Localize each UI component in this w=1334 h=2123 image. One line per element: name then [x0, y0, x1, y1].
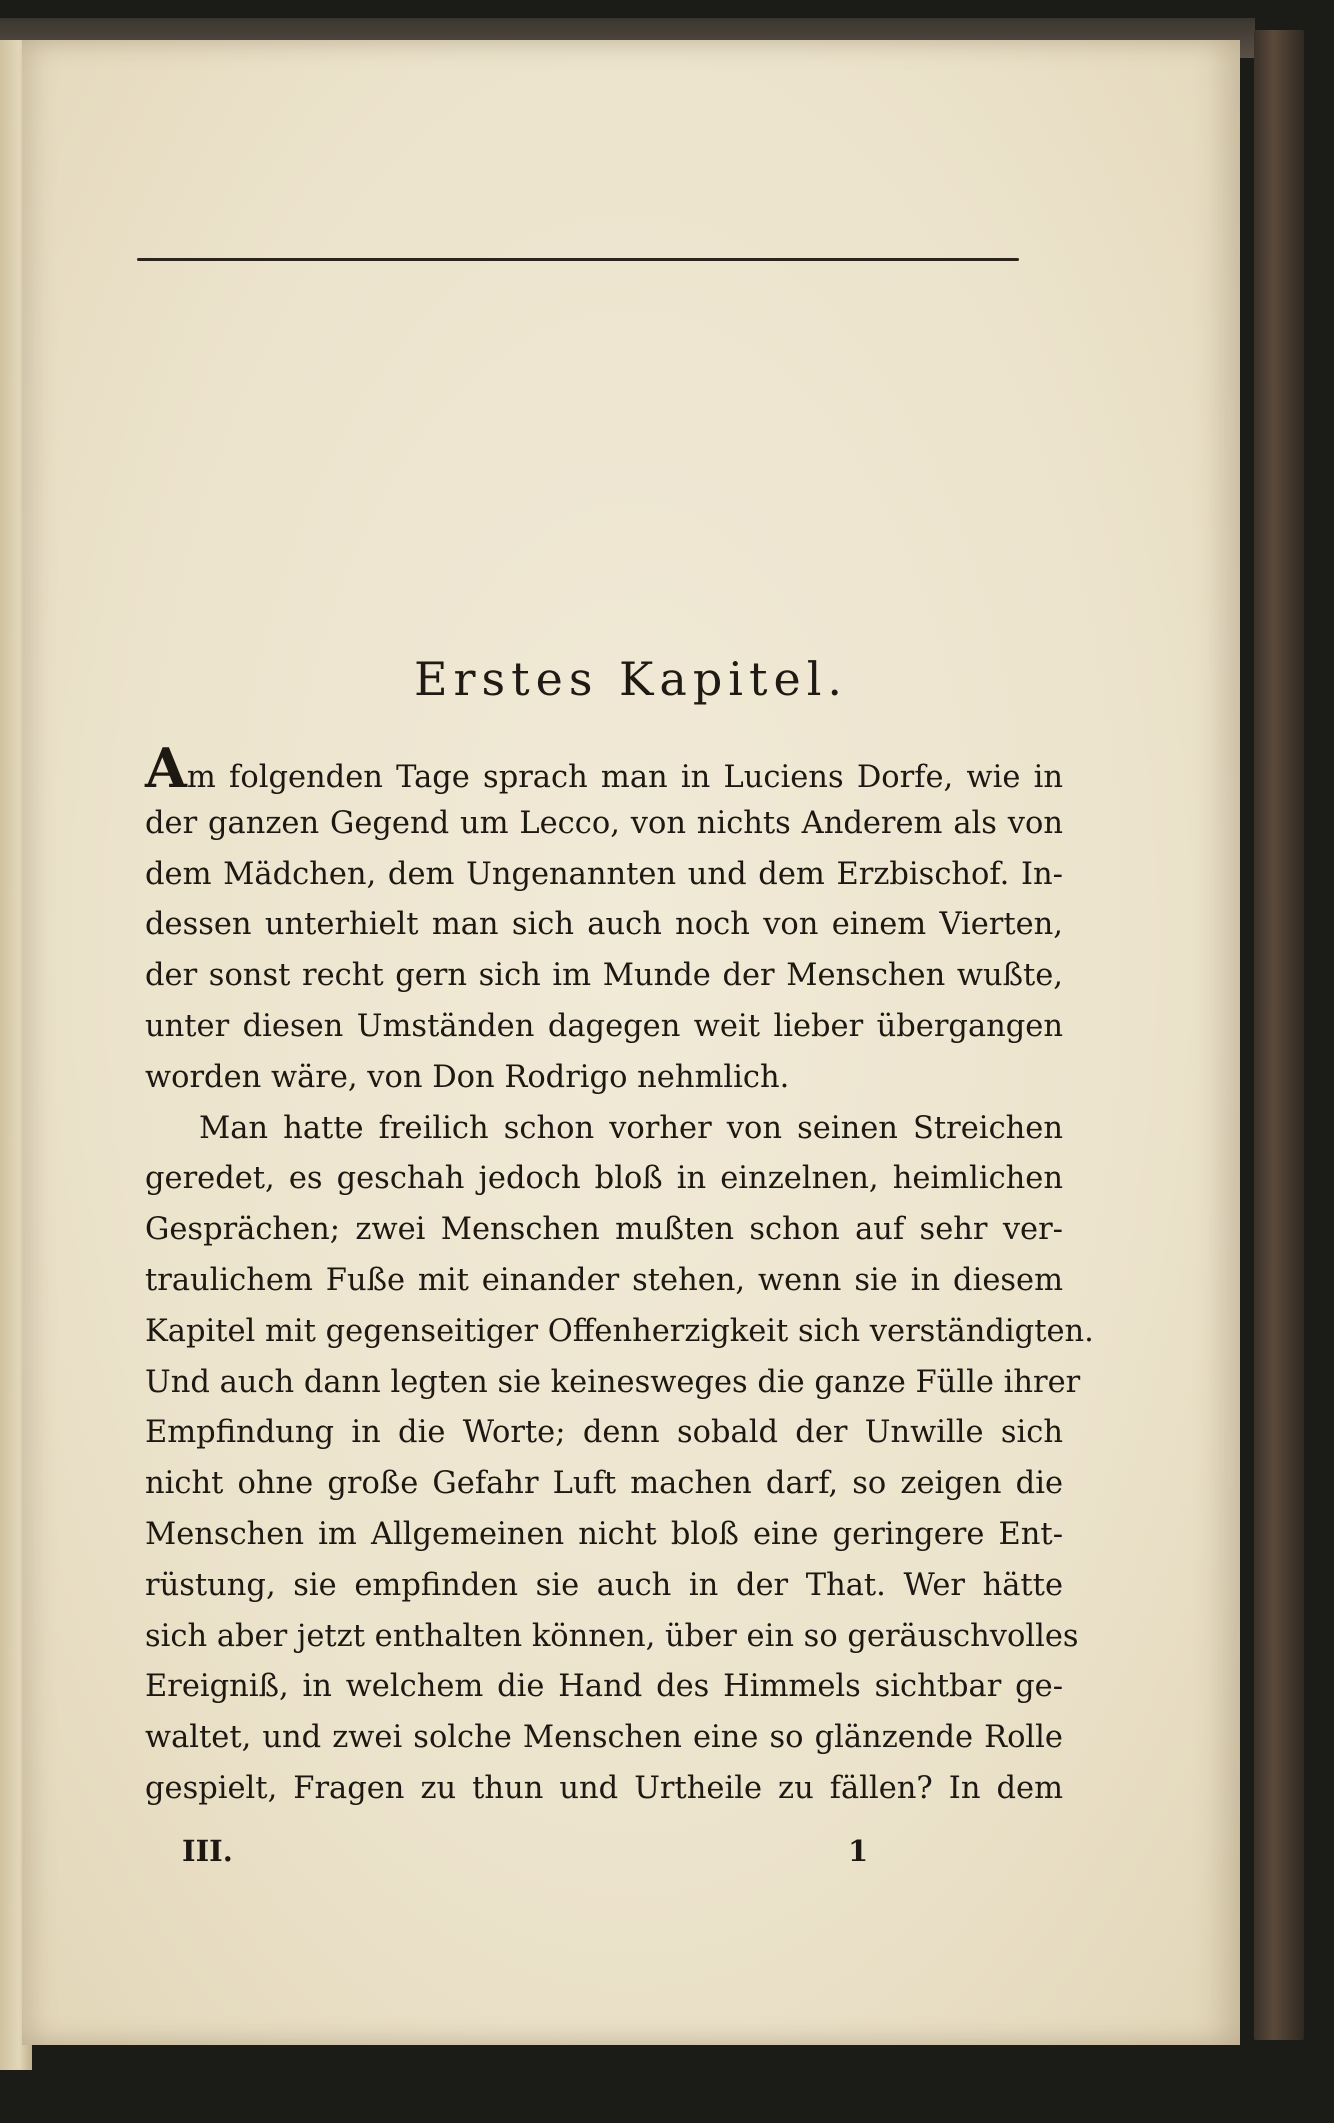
- text-line: dem Mädchen, dem Ungenannten und dem Erzbischof. In-: [145, 856, 1063, 892]
- text-line: der sonst recht gern sich im Munde der Menschen wußte,: [145, 958, 1063, 994]
- text-line: waltet, und zwei solche Menschen eine so glänzende Rolle: [145, 1720, 1063, 1756]
- paragraph-1: [145, 736, 1063, 1104]
- paragraph-2: [145, 1104, 1094, 1815]
- text-line: traulichem Fuße mit einander stehen, wenn sie in diesem: [145, 1262, 1063, 1298]
- text-line: unter diesen Umständen dagegen weit lieber übergangen: [145, 1008, 1063, 1044]
- text-line: Man hatte freilich schon vorher von seinen Streichen: [199, 1110, 1063, 1146]
- text-line: Gesprächen; zwei Menschen mußten schon auf sehr ver-: [145, 1212, 1063, 1248]
- text-line: Empfindung in die Worte; denn sobald der Unwille sich: [145, 1415, 1063, 1451]
- book-cover-right: [1254, 30, 1304, 2040]
- body-text: [145, 736, 1094, 1815]
- text-line: Am folgenden Tage sprach man in Luciens Dorfe, wie in: [145, 736, 1063, 800]
- text-line: Und auch dann legten sie keinesweges die ganze Fülle ihrer: [145, 1364, 1081, 1400]
- book-page: [22, 40, 1240, 2045]
- text-line: dessen unterhielt man sich auch noch von einem Vierten,: [145, 907, 1063, 943]
- text-line: sich aber jetzt enthalten können, über ein so geräuschvolles: [145, 1618, 1079, 1654]
- drop-cap: A: [145, 736, 187, 800]
- page-number: 1: [848, 1834, 869, 1868]
- text-line: rüstung, sie empfinden sie auch in der That. Wer hätte: [145, 1567, 1063, 1603]
- text-line: nicht ohne große Gefahr Luft machen darf, so zeigen die: [145, 1466, 1063, 1502]
- text-line: der ganzen Gegend um Lecco, von nichts Anderem als von: [145, 805, 1063, 841]
- signature-mark: III.: [182, 1834, 233, 1868]
- text-line: geredet, es geschah jedoch bloß in einzelnen, heimlichen: [145, 1161, 1063, 1197]
- text-line: worden wäre, von Don Rodrigo nehmlich.: [145, 1059, 790, 1095]
- chapter-title: Erstes Kapitel.: [413, 652, 849, 706]
- text-line: Kapitel mit gegenseitiger Offenherzigkeit sich verständigten.: [145, 1313, 1094, 1349]
- header-rule: [137, 258, 1019, 261]
- text-line: gespielt, Fragen zu thun und Urtheile zu fällen? In dem: [145, 1770, 1063, 1806]
- text-line: Menschen im Allgemeinen nicht bloß eine geringere Ent-: [145, 1516, 1063, 1552]
- text-line: Ereigniß, in welchem die Hand des Himmels sichtbar ge-: [145, 1669, 1063, 1705]
